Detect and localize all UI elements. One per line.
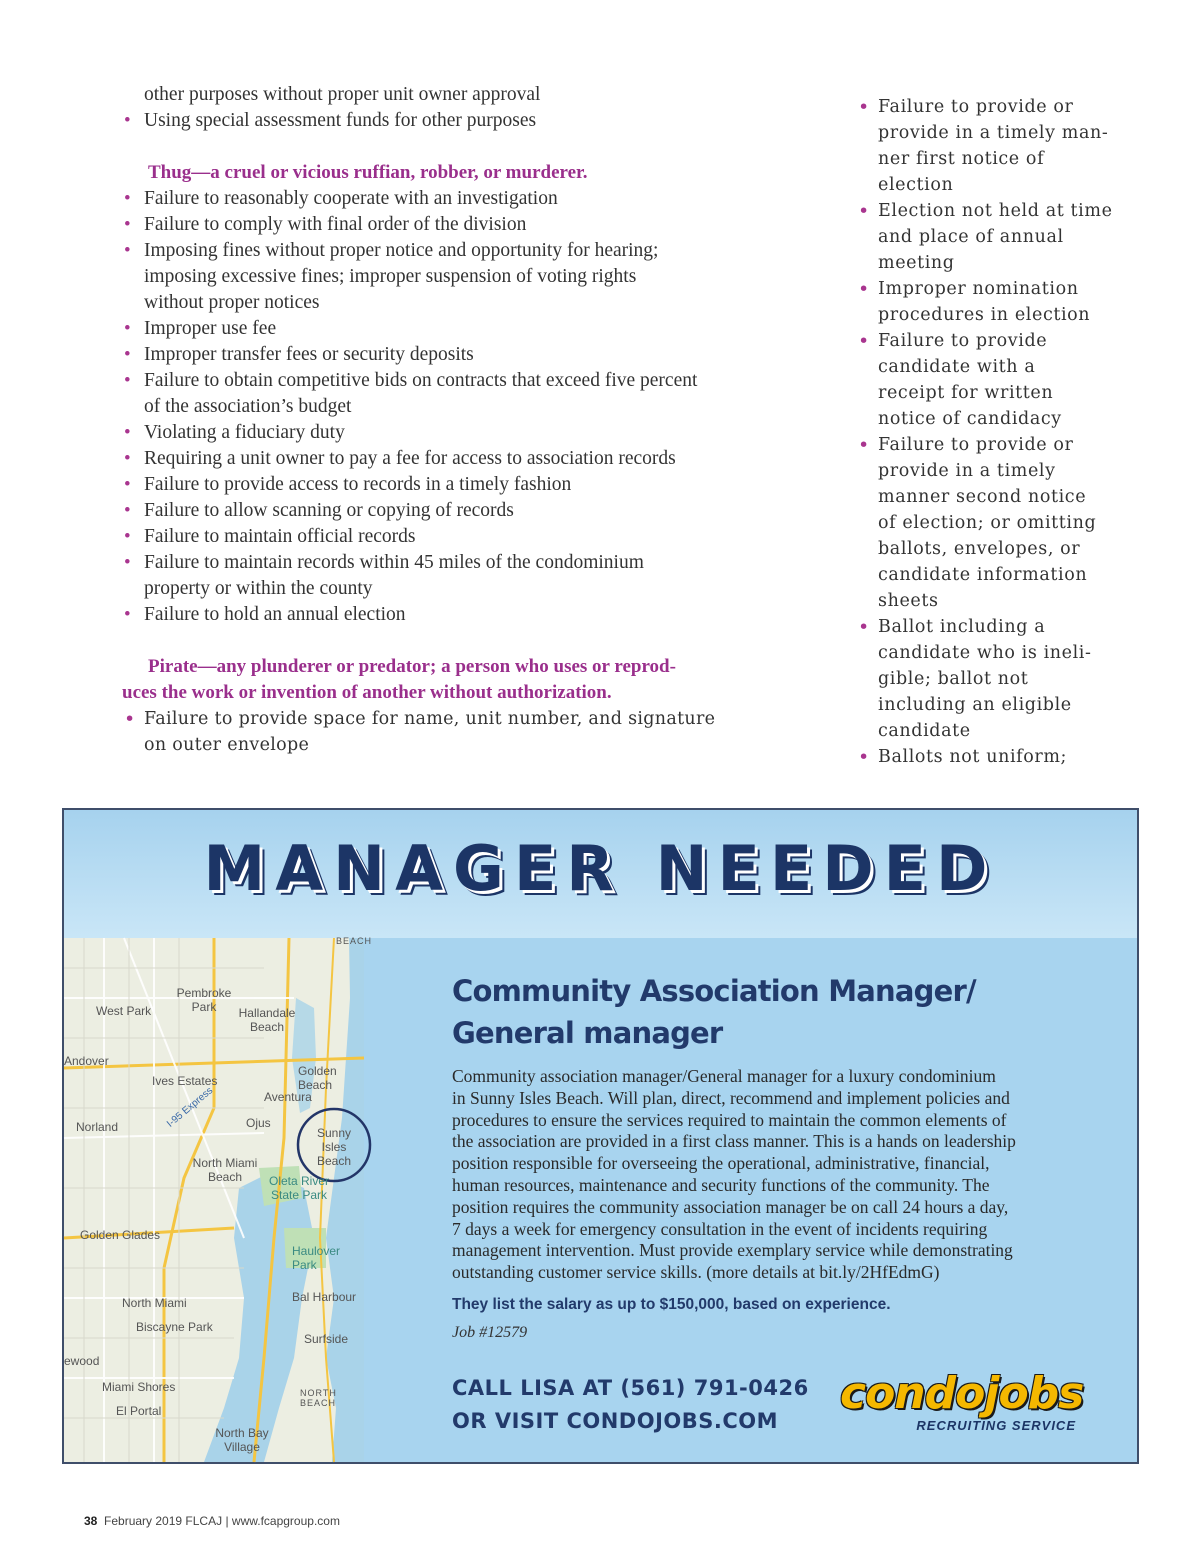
list-item-line: Ballot including a (878, 617, 1046, 637)
list-item (122, 446, 772, 472)
map-label: North Miami Beach (192, 1156, 258, 1184)
bullet-icon: • (858, 330, 870, 352)
map-label: Ives Estates (152, 1074, 218, 1088)
bullet-icon: • (858, 616, 870, 638)
logo-wordmark: condojobs (840, 1368, 1084, 1419)
list-item-line: Requiring a unit owner to pay a fee for access to association records (144, 448, 676, 469)
list-item-line: Failure to hold an annual election (144, 604, 406, 625)
map-label: Bal Harbour (292, 1290, 357, 1304)
map-label: West Park (96, 1004, 152, 1018)
bullet-icon: • (124, 188, 131, 209)
description-line: the association are provided in a first class manner. This is a hands on leadership (452, 1131, 1016, 1152)
bullet-icon: • (124, 344, 131, 365)
bullet-icon: • (124, 552, 131, 573)
list-item (122, 602, 772, 628)
list-item-line: Failure to comply with final order of the division (144, 214, 527, 235)
bullet-icon: • (124, 370, 131, 391)
list-item (122, 472, 772, 498)
list-item-line: provide in a timely man- (878, 123, 1109, 143)
map-label: Golden Beach (298, 1064, 337, 1092)
list-item-line: manner second notice (878, 487, 1087, 507)
list-item-line: Failure to provide space for name, unit number, and signature (144, 709, 716, 729)
description-line: management intervention. Must provide exemplary service while demonstrating (452, 1240, 1013, 1261)
map-label: Pembroke Park (176, 986, 232, 1014)
map-label: Biscayne Park (136, 1320, 213, 1334)
list-item-line: provide in a timely (878, 461, 1056, 481)
list-item-line: Failure to maintain records within 45 miles of the condominium (144, 552, 644, 573)
description-line: 7 days a week for emergency consultation in the event of incidents requiring (452, 1218, 988, 1239)
right-list (856, 94, 1116, 770)
list-item (856, 744, 1116, 770)
bullet-icon: • (124, 474, 131, 495)
bullet-icon: • (124, 240, 131, 261)
list-item (856, 432, 1116, 614)
footer-separator: | (225, 1514, 229, 1528)
list-item-line: Failure to provide or (878, 97, 1074, 117)
list-item (122, 498, 772, 524)
list-item-line: candidate who is ineli- (878, 643, 1092, 663)
list-item-line: Failure to provide access to records in a timely fashion (144, 474, 572, 495)
thug-heading: Thug—a cruel or vicious ruffian, robber, or murderer. (148, 162, 588, 183)
list-item-line: ner first notice of election (878, 149, 1045, 195)
list-item-line: Imposing fines without proper notice and opportunity for hearing; (144, 240, 659, 261)
list-item-line: Violating a fiduciary duty (144, 422, 345, 443)
list-item-line: of election; or omitting (878, 513, 1097, 533)
bullet-icon: • (858, 434, 870, 456)
map-label: Norland (76, 1120, 119, 1134)
salary-text: They list the salary as up to $150,000, based on experience. (452, 1295, 891, 1313)
list-item-line: Failure to provide or (878, 435, 1074, 455)
list-item-line: receipt for written (878, 383, 1054, 403)
list-item-line: Improper nomination (878, 279, 1079, 299)
list-item (122, 186, 772, 212)
job-description (452, 1066, 1092, 1284)
map-label: Haulover Park (292, 1244, 341, 1272)
ad-headline: MANAGER NEEDED (203, 832, 998, 905)
list-item-line: Election not held at time (878, 201, 1113, 221)
logo-tagline: RECRUITING SERVICE (916, 1418, 1076, 1433)
list-item-line: Improper use fee (144, 318, 277, 339)
continued-line: other purposes without proper unit owner approval (144, 84, 541, 105)
description-line: procedures to ensure the services required to maintain the common elements of (452, 1109, 1007, 1130)
list-item-line: Failure to obtain competitive bids on contracts that exceed five percent (144, 370, 698, 391)
list-item-line: without proper notices (144, 292, 320, 313)
map-label: Miami Shores (102, 1380, 176, 1394)
list-item-line: and place of annual (878, 227, 1064, 247)
call-to-action (452, 1372, 809, 1438)
list-item-line: Failure to provide (878, 331, 1048, 351)
bullet-icon: • (858, 278, 870, 300)
list-item-line: candidate (878, 721, 971, 741)
map-label: Andover (64, 1054, 109, 1068)
description-line: position requires the community association manager be on call 24 hours a day, (452, 1196, 1009, 1217)
map-label: ewood (64, 1354, 100, 1368)
bullet-icon: • (124, 500, 131, 521)
map-label: Aventura (264, 1090, 312, 1104)
list-item-line: candidate information (878, 565, 1088, 585)
condojobs-logo (840, 1370, 1090, 1440)
list-item-line: Failure to reasonably cooperate with an investigation (144, 188, 558, 209)
map-label: Oleta River State Park (268, 1174, 330, 1202)
list-item-line: ballots, envelopes, or (878, 539, 1081, 559)
job-number: Job #12579 (452, 1323, 528, 1341)
list-item-line: property or within the county (144, 578, 373, 599)
list-item-line: notice of candidacy (878, 409, 1062, 429)
map-label: Ojus (246, 1116, 271, 1130)
page-number: 38 (84, 1514, 98, 1528)
footer-url[interactable]: www.fcapgroup.com (231, 1514, 340, 1528)
list-item-line: Failure to maintain official records (144, 526, 416, 547)
thug-list (122, 186, 772, 628)
issue-info: February 2019 FLCAJ (104, 1514, 223, 1528)
map-label: El Portal (116, 1404, 162, 1418)
bullet-icon: • (124, 604, 131, 625)
list-item (122, 368, 772, 420)
map-label: Hallandale Beach (238, 1006, 296, 1034)
pirate-heading-line-2: uces the work or invention of another without authorization. (122, 682, 612, 703)
ad-body (452, 970, 1092, 1342)
area-map (64, 936, 373, 1462)
bullet-icon: • (858, 746, 870, 768)
bullet-icon: • (124, 110, 131, 131)
job-title-line-1: Community Association Manager/ (452, 974, 976, 1008)
bullet-icon: • (124, 708, 136, 730)
bullet-icon: • (124, 448, 131, 469)
list-item-line: Failure to allow scanning or copying of records (144, 500, 514, 521)
list-item-line: candidate with a (878, 357, 1036, 377)
description-line: human resources, maintenance and security functions of the community. The (452, 1174, 990, 1195)
list-item (122, 316, 772, 342)
pirate-heading-line-1: Pirate—any plunderer or predator; a person who uses or reprod- (148, 656, 676, 677)
list-item-line: procedures in election (878, 305, 1091, 325)
list-item (122, 420, 772, 446)
map-label: North Bay Village (215, 1426, 269, 1454)
list-item-line: sheets (878, 591, 939, 611)
description-line: position responsible for overseeing the operational, administrative, financial, (452, 1153, 990, 1174)
list-item-line: gible; ballot not (878, 669, 1029, 689)
right-column (856, 94, 1116, 770)
map-label: North Miami (122, 1296, 187, 1310)
left-column (122, 82, 772, 758)
job-title-line-2: General manager (452, 1016, 723, 1050)
list-item (122, 212, 772, 238)
list-item (122, 238, 772, 316)
list-item-line: Improper transfer fees or security deposits (144, 344, 474, 365)
bullet-icon: • (124, 526, 131, 547)
list-item (122, 342, 772, 368)
map-label: Golden Glades (80, 1228, 161, 1242)
list-item-line: including an eligible (878, 695, 1072, 715)
list-item (856, 614, 1116, 744)
cta-website[interactable]: OR VISIT CONDOJOBS.COM (452, 1409, 779, 1433)
list-item-line: of the association’s budget (144, 396, 352, 417)
cta-phone: CALL LISA AT (561) 791-0426 (452, 1376, 809, 1400)
map-label: BEACH (336, 936, 373, 946)
list-item (122, 706, 772, 758)
bullet-icon: • (124, 422, 131, 443)
list-item (122, 108, 772, 134)
list-item-line: on outer envelope (144, 735, 310, 755)
bullet-icon: • (124, 214, 131, 235)
list-item (856, 328, 1116, 432)
description-line: in Sunny Isles Beach. Will plan, direct, recommend and implement policies and (452, 1087, 1010, 1108)
list-item (122, 524, 772, 550)
bullet-icon: • (858, 200, 870, 222)
list-item (122, 550, 772, 602)
map-label: I-95 Express (165, 1085, 216, 1130)
list-item-line: imposing excessive fines; improper suspension of voting rights (144, 266, 637, 287)
intro-list (122, 108, 772, 134)
list-item-line: meeting (878, 253, 955, 273)
description-line: outstanding customer service skills. (more details at bit.ly/2HfEdmG) (452, 1262, 940, 1283)
description-line: Community association manager/General manager for a luxury condominium (452, 1066, 996, 1086)
list-item (856, 198, 1116, 276)
bullet-icon: • (124, 318, 131, 339)
list-item (856, 276, 1116, 328)
list-item-text: Using special assessment funds for other purposes (144, 110, 537, 131)
job-advertisement (62, 808, 1139, 1464)
map-label: Surfside (304, 1332, 349, 1346)
bullet-icon: • (858, 96, 870, 118)
page-footer (84, 1514, 340, 1528)
map-label: NORTH BEACH (300, 1388, 337, 1408)
list-item-line: Ballots not uniform; (878, 747, 1068, 767)
pirate-list (122, 706, 772, 758)
list-item (856, 94, 1116, 198)
map-label-sunny-isles: Sunny Isles Beach (316, 1126, 352, 1168)
